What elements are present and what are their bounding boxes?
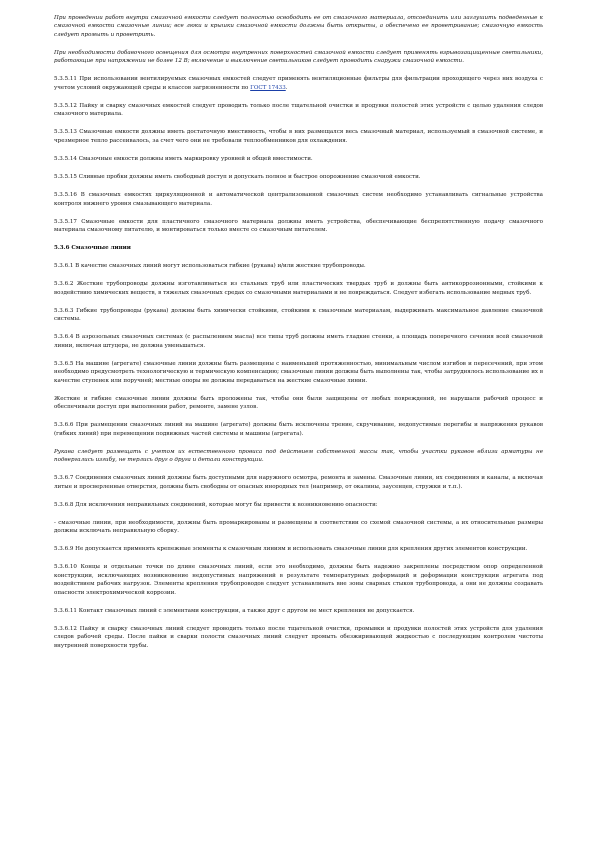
paragraph: 5.3.6.4 В аэрозольных смазочных системах (с распылением масла) все типы труб должны иметь гладкие стенки, а площадь поперечного сечения всей смазочной линии, включая штуцера, не должна уменьшаться. [54, 334, 543, 349]
paragraph: 5.3.5.14 Смазочные емкости должны иметь маркировку уровней и общей вместимости. [54, 155, 313, 162]
paragraph: Рукава следует размещать с учетом их естественного провиса под действием собственной массы так, чтобы участки рукавов вблизи арматуры не подвергались изгибу, не терлись друг о друга и детали конструкции. [54, 448, 543, 464]
paragraph: 5.3.6.3 Гибкие трубопроводы (рукава) должны быть химически стойкими, стойкими к смазочным материалам, выдерживать максимальное давление смазочной системы. [54, 307, 543, 323]
paragraph: 5.3.6.6 При размещении смазочных линий на машине (агрегате) должны быть исключены трение, скручивание, недопустимые перегибы и напряжения рукавов (гибких линий) при перемещении подвижных частей системы и машины (агрегата). [54, 422, 543, 437]
paragraph: 5.3.5.15 Сливные пробки должны иметь свободный доступ и допускать полное и быстрое опорожнение смазочной емкости. [54, 174, 421, 180]
paragraph: 5.3.6.10 Концы и отдельные точки по длине смазочных линий, если это необходимо, должны быть надежно закреплены посредством опор определенной конструкции, исключающих возникновение недопустимых напряжений в результате температурных деформаций и деформации конструкции агрегата под воздействием рабочих нагрузок. Элементы крепления трубопроводов следует устанавливать вне зоны сварных стыков трубопровода, а они не должны создавать опасности электрохимической коррозии. [54, 564, 543, 596]
paragraph: При необходимости добавочного освещения для осмотра внутренних поверхностей смазочной емкости следует применять взрывозащищенные светильники, работающие при напряжении не более 12 В; включение и выключение светильников следует проводить снаружи смазочной емкости. [54, 49, 543, 65]
paragraph: 5.3.5.17 Смазочные емкости для пластичного смазочного материала должны иметь устройства, обеспечивающие беспрепятственную подачу смазочного материала смазочному питателю, и монтироваться только вместе со смазочным питателем. [54, 218, 543, 233]
paragraph [54, 75, 543, 92]
paragraph: 5.3.6.7 Соединения смазочных линий должны быть доступными для наружного осмотра, ремонта и замены. Смазочные линии, их соединения и каналы, а включая литые и просверленные отверстия, должны быть свободны от опасных инородных тел (например, от окалины, заусенцев, стружки и т.п.). [54, 475, 543, 490]
paragraph: 5.3.6.9 Не допускается применять крепежные элементы к смазочным линиям и использовать смазочные линии для крепления других элементов конструкции. [54, 546, 528, 553]
paragraph: 5.3.6.12 Пайку и сварку смазочных линий следует проводить только после тщательной очистки, промывки и продувки полостей этих устройств для удаления следов рабочей среды. После пайки и сварки полости смазочных линий следует промыть обезжиривающей жидкостью с последующим контролем чистоты внутренней поверхности трубы. [54, 625, 543, 649]
list-item: - смазочные линии, при необходимости, должны быть промаркированы и размещены в соответствии со схемой смазочной системы, а их относительные размеры должны исключать неправильную сборку. [54, 519, 543, 535]
paragraph: 5.3.6.2 Жесткие трубопроводы должны изготавливаться из стальных труб или пластических твердых труб и должны быть антикоррозионными, стойкими к воздействию химических веществ, в тяжелых смазочных средах со смазочными материалами и не повреждаться. Следует избегать использование медных труб. [54, 281, 543, 296]
paragraph: 5.3.5.12 Пайку и сварку смазочных емкостей следует проводить только после тщательной очистки и продувки полостей этих устройств с целью удаления следов смазочного материала. [54, 102, 543, 118]
paragraph: 5.3.5.16 В смазочных емкостях циркуляционной и автоматической централизованной смазочных систем необходимо устанавливать сигнальные устройства контроля нижнего уровня смазывающего материала. [54, 192, 543, 207]
paragraph: 5.3.5.13 Смазочные емкости должны иметь достаточную вместимость, чтобы в них размещался весь смазочный материал, используемый в смазочной системе, и чрезмерное тепло рассеивалось, за счет чего они не требовали теплообменников для охлаждения. [54, 129, 543, 144]
paragraph: 5.3.6.8 Для исключения неправильных соединений, которые могут бы привести к возникновению опасности: [54, 501, 378, 508]
gost-link[interactable]: ГОСТ 17433 [250, 84, 286, 91]
paragraph: 5.3.6.11 Контакт смазочных линий с элементами конструкции, а также друг с другом не мест крепления не допускается. [54, 607, 415, 614]
paragraph: 5.3.6.1 В качестве смазочных линий могут использоваться гибкие (рукава) и/или жесткие трубопроводы. [54, 263, 366, 270]
paragraph: Жесткие и гибкие смазочные линии должны быть проложены так, чтобы они были защищены от любых повреждений, не нарушали рабочий процесс и обеспечивали доступ при выполнении работ, ремонте, замене узлов. [54, 395, 543, 411]
paragraph-tail: . [285, 84, 288, 91]
paragraph: 5.3.6.5 На машине (агрегате) смазочные линии должны быть размещены с наименьшей протяженностью, минимальным числом изгибов и пересечений, при этом необходимо предусмотреть технологическую и термическую компенсацию; смазочные линии должны быть выполнены так, чтобы затруднялось использование их в качестве ступенек или поручней; местные опоры не должны передаваться на жесткие смазочные линии. [54, 360, 543, 384]
paragraph: При проведении работ внутри смазочной емкости следует полностью освободить ее от смазочного материала, отсоединить или заглушить подведенные к смазочной емкости смазочные линии; все люки и крышки смазочной емкости должны быть открыты, а обеспечено ее проветривание; смазочную емкость следует промыть и проветрить. [54, 15, 543, 38]
paragraph-text: 5.3.5.11 При использовании вентилируемых смазочных емкостей следует применять вентиляционные фильтры для фильтрации проходящего через них воздуха с учетом условий окружающей среды и классов загрязненности по [54, 76, 543, 91]
section-heading: 5.3.6 Смазочные линии [54, 245, 131, 252]
